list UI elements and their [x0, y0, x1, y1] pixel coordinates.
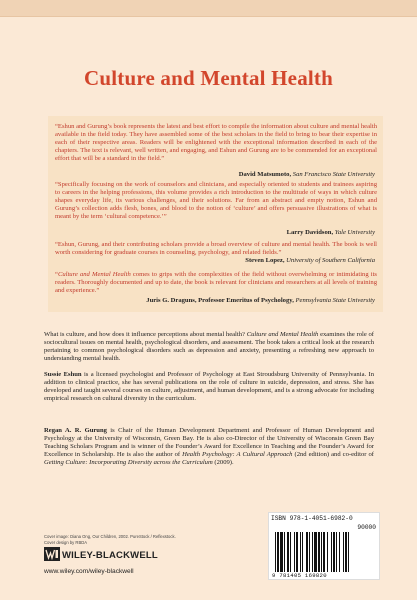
barcode-bar: [345, 532, 347, 572]
endorsement-attribution-2: [287, 229, 375, 237]
author-bio-gurung: [44, 427, 374, 467]
top-rule: [0, 16, 417, 17]
barcode-bar: [294, 532, 295, 572]
author-book-title: Getting Culture: Incorporating Diversity across the Curriculum: [44, 459, 213, 466]
barcode-bar: [309, 532, 310, 572]
barcode-bar: [300, 532, 301, 572]
endorser-name: Larry Davidson,: [286, 229, 334, 236]
barcode-bar: [314, 532, 317, 572]
endorsement-quote-3: “Eshun, Gurung, and their contributing scholars provide a broad overview of culture and mental health. The book is well worth considering for graduate courses in counseling, psychology, and related fields.”: [55, 241, 377, 256]
endorsement-attribution-1: [239, 171, 375, 179]
cover-design-credit: Cover design by RBDA: [44, 540, 88, 545]
endorsement-attribution-4: [146, 297, 375, 305]
publisher-name: WILEY-BLACKWELL: [62, 550, 158, 561]
barcode-bar: [306, 532, 308, 572]
wiley-logo-icon: [44, 547, 60, 561]
barcode-bar: [287, 532, 289, 572]
barcode-bar: [312, 532, 313, 572]
cover-image-credit: Cover image: Diana Ong, Our Children, 2002. PureStock / Reflexstock.: [44, 534, 176, 539]
endorser-affiliation: Pennsylvania State University: [295, 297, 375, 304]
endorser-affiliation: Yale University: [334, 229, 375, 236]
barcode-icon: [275, 532, 373, 572]
book-title: Culture and Mental Health: [83, 66, 334, 90]
endorser-name: David Matsumoto,: [238, 171, 292, 178]
barcode-bar: [302, 532, 303, 572]
author-bio-text: is a licensed psychologist and Professor of Psychology at East Stroudsburg University of Pennsylvania. In addition to clinical practice, she has several publications on the role of culture in suicide, depression, and stress. She has developed and taught several courses on culture, adjustment, and human development, and is a strong advocate for including empirical research on cultural diversity in the curriculum.: [44, 371, 375, 402]
barcode-bar: [323, 532, 325, 572]
author-bio-text: (2009).: [212, 459, 234, 466]
description-book-title: Culture and Mental Health: [246, 331, 319, 338]
barcode-box: [268, 512, 380, 580]
author-name: Sussie Eshun: [44, 371, 82, 378]
author-bio-eshun: [44, 371, 374, 403]
quote-body: comes to grips with the complexities of the field without overwhelming or intimidating its readers. Thoroughly documented and up to date, the book is relevant for clinicians and researchers at all levels of training and experience.”: [55, 271, 377, 294]
endorser-name: Steven Lopez,: [245, 257, 285, 264]
cover-credits: [44, 534, 176, 546]
barcode-bar: [336, 532, 337, 572]
endorser-affiliation: University of Southern California: [286, 257, 375, 264]
barcode-bar: [277, 532, 279, 572]
barcode-bar: [280, 532, 283, 572]
quote-open-mark: “: [55, 271, 58, 278]
barcode-bar: [318, 532, 320, 572]
description-rest: examines the role of sociocultural issues on mental health, psychological disorders, and assessment. The book takes a critical look at the research pertaining to common psychological disorders such as depression and anxiety, presenting a refreshing new approach to understanding mental health.: [44, 331, 375, 362]
endorser-affiliation: San Francisco State University: [292, 171, 375, 178]
barcode-bar: [290, 532, 291, 572]
barcode-bar: [348, 532, 349, 572]
quoted-book-title: Culture and Mental Health: [57, 271, 131, 278]
endorsement-attribution-3: [245, 257, 375, 265]
barcode-bar: [321, 532, 322, 572]
barcode-bar: [327, 532, 328, 572]
endorser-name: Juris G. Draguns, Professor Emeritus of Psychology,: [146, 297, 294, 304]
barcode-bar: [284, 532, 285, 572]
top-stripe: [0, 0, 417, 16]
barcode-bar: [339, 532, 340, 572]
barcode-bar: [333, 532, 335, 572]
endorsement-quote-2: “Specifically focusing on the work of counselors and clinicians, and especially oriented to students and trainees aspiring to careers in the helping professions, this volume provides a rich introduction to the multitude of ways in which culture shapes everyday life, its various challenges, and their solutions. Far from an abstract and empty notion, Eshun and Gurung’s collection adds flesh, bones, and blood to the notion of ‘culture’ and offers persuasive illustrations of what is meant by the term ‘cultural competence.’”: [55, 181, 377, 220]
endorsement-quote-4: [55, 271, 377, 295]
author-bio-text: is Chair of the Human Development Department and Professor of Human Development and Psychology at the University of Wisconsin, Green Bay. He is also co-Director of the University of Wisconsin Green Bay Teaching Scholars Program and is winner of the Founder’s Award for Excellence in Teaching and the Founder’s Award for Excellence in Scholarship. He is also the author of: [44, 427, 374, 458]
barcode-bar: [296, 532, 298, 572]
endorsement-quote-1: “Eshun and Gurung’s book represents the latest and best effort to compile the information about culture and mental health available in the field today. They have assembled some of the best scholars in the field to bring to bear their expertise in each of their respective areas. Readers will be enlightened with the exceptional information described in each of the chapters. The text is relevant, well written, and engaging, and Eshun and Gurung are to be commended for an exceptional effort that will be a standard in the field.”: [55, 123, 377, 162]
description-lead: What is culture, and how does it influence perceptions about mental health?: [44, 331, 247, 338]
barcode-bar: [275, 532, 276, 572]
author-bio-text: (2nd edition) and co-editor of: [292, 451, 374, 458]
barcode-bar: [331, 532, 332, 572]
author-name: Regan A. R. Gurung: [44, 427, 107, 434]
author-book-title: Health Psychology: A Cultural Approach: [182, 451, 293, 458]
price-code: 90000: [357, 524, 376, 531]
publisher-url[interactable]: www.wiley.com/wiley-blackwell: [44, 568, 134, 575]
isbn-label: ISBN 978-1-4051-6982-0: [271, 515, 353, 522]
barcode-bar: [343, 532, 344, 572]
book-description: [44, 331, 374, 363]
ean-number: 9 781405 169820: [272, 572, 327, 579]
